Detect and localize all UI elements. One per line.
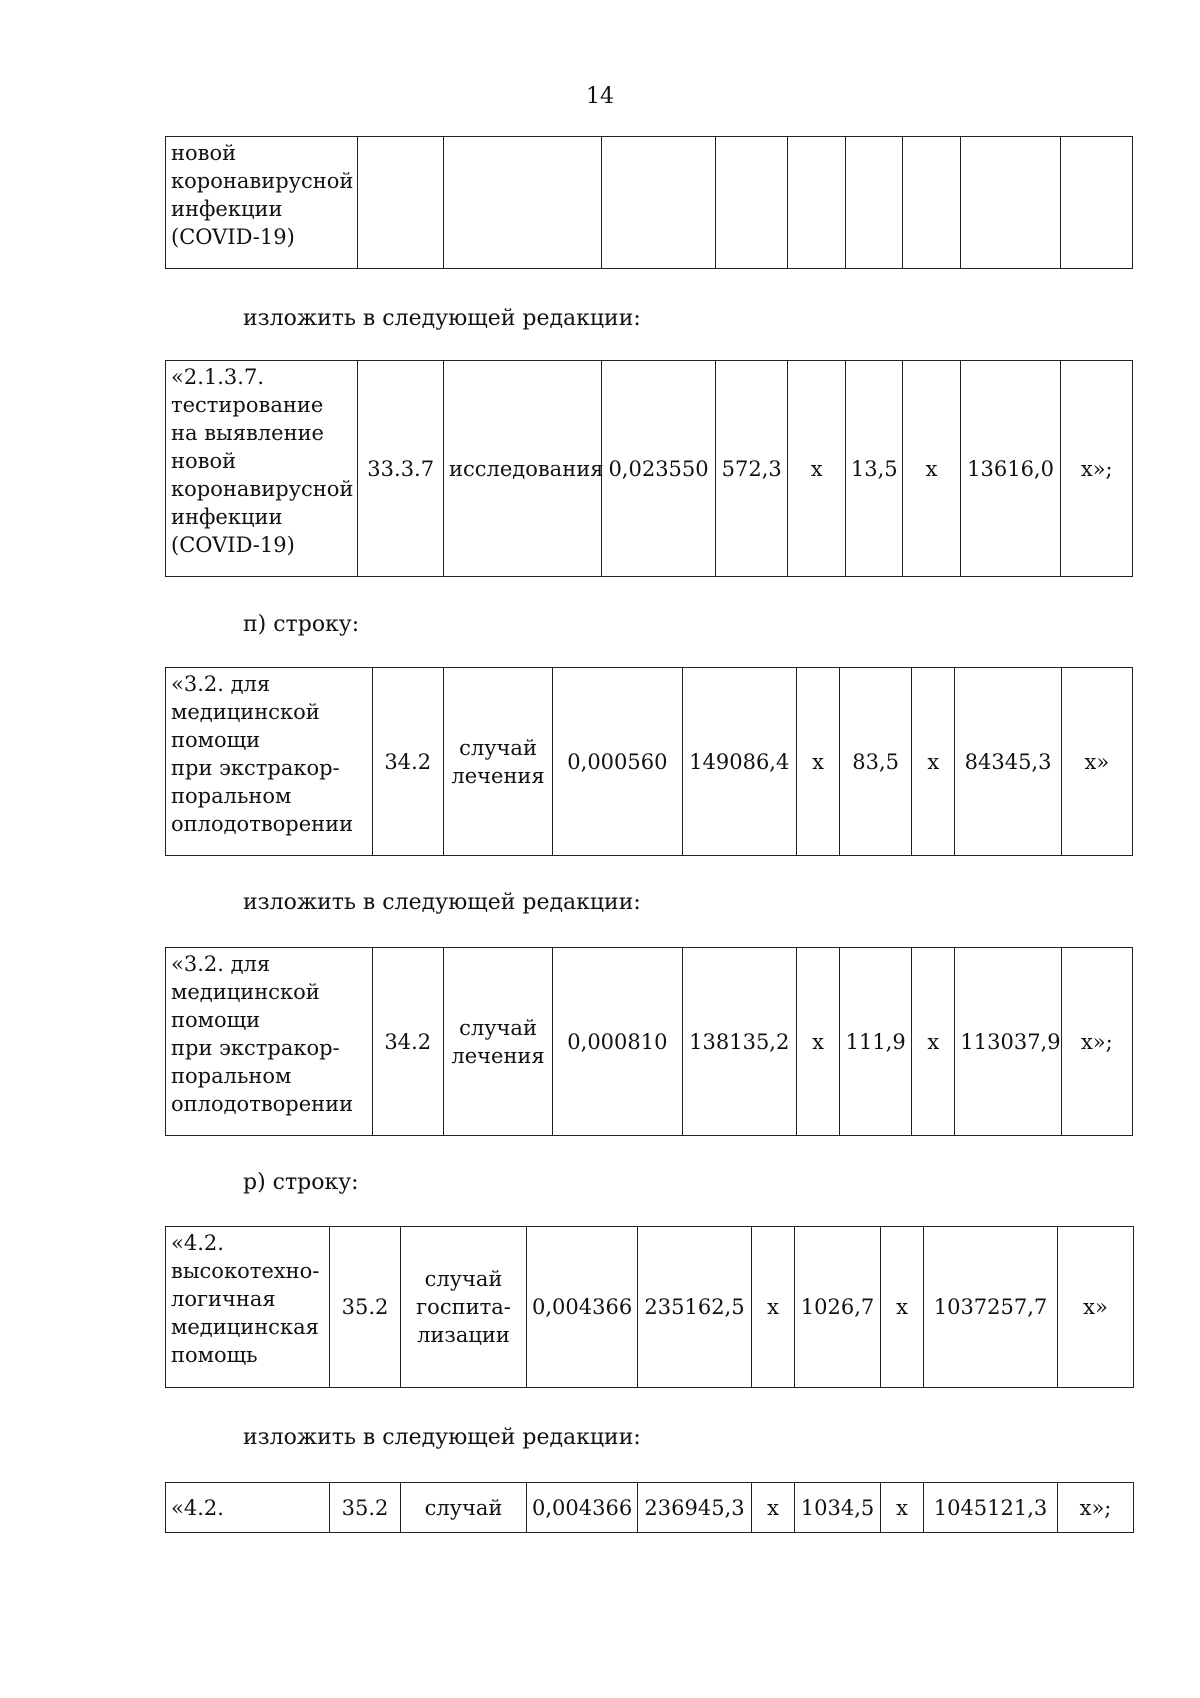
table-cell: х	[752, 1483, 795, 1533]
table-cell: случай госпита- лизации	[401, 1227, 527, 1388]
table-cell: 13616,0	[960, 361, 1061, 577]
table-cell: х	[912, 948, 955, 1136]
table-row-4-2-new	[165, 1482, 1134, 1533]
table-cell: х»;	[1058, 1483, 1134, 1533]
table-cell	[602, 137, 716, 269]
table-cell: 13,5	[845, 361, 902, 577]
table-cell: х»;	[1061, 948, 1132, 1136]
table-cell	[1061, 137, 1133, 269]
table-row	[166, 361, 1133, 577]
table-cell: 149086,4	[682, 668, 796, 856]
table-cell: «2.1.3.7. тестирование на выявление новой коронавирусной инфекции (COVID-19)	[166, 361, 358, 577]
table-cell: 0,000560	[553, 668, 682, 856]
table-cell: «4.2. высокотехно- логичная медицинская помощь	[166, 1227, 330, 1388]
table-cell: 0,000810	[553, 948, 682, 1136]
paragraph: п) строку:	[243, 612, 360, 637]
table-cell: х»	[1058, 1227, 1134, 1388]
table-cell: х	[881, 1483, 924, 1533]
table-cell: «4.2.	[166, 1483, 330, 1533]
table-cell	[715, 137, 788, 269]
table-cell: 0,023550	[602, 361, 716, 577]
table-cell: 1026,7	[795, 1227, 881, 1388]
table-row	[166, 668, 1133, 856]
table-cell: х»;	[1061, 361, 1133, 577]
table-cell: 111,9	[840, 948, 912, 1136]
table-cell: 84345,3	[955, 668, 1061, 856]
table-cell: 33.3.7	[358, 361, 444, 577]
paragraph: изложить в следующей редакции:	[243, 1425, 641, 1450]
table-cell: 0,004366	[527, 1483, 638, 1533]
table-cell: х»	[1061, 668, 1132, 856]
table-row-2-1-3-7	[165, 360, 1133, 577]
table-cell	[903, 137, 960, 269]
table-cell: случай лечения	[443, 668, 552, 856]
table-cell	[444, 137, 602, 269]
table-cell: 138135,2	[682, 948, 796, 1136]
table-cell: х	[796, 668, 839, 856]
table-cell: случай лечения	[443, 948, 552, 1136]
table-cell: 35.2	[330, 1227, 401, 1388]
paragraph: р) строку:	[243, 1170, 359, 1195]
table-cell: 1045121,3	[924, 1483, 1058, 1533]
table-cell: «3.2. для медицинской помощи при экстракор- поральном оплодотворении	[166, 948, 373, 1136]
table-cell: х	[903, 361, 960, 577]
table-cell: исследования	[444, 361, 602, 577]
table-cell	[358, 137, 444, 269]
table-cell: 83,5	[840, 668, 912, 856]
table-cell: «3.2. для медицинской помощи при экстракор- поральном оплодотворении	[166, 668, 373, 856]
table-cell: 572,3	[715, 361, 788, 577]
table-cell: новой коронавирусной инфекции (COVID-19)	[166, 137, 358, 269]
page-number: 14	[586, 84, 614, 109]
table-cell	[845, 137, 902, 269]
table-continuation	[165, 136, 1133, 269]
table-row-4-2-old	[165, 1226, 1134, 1388]
table-cell: 1034,5	[795, 1483, 881, 1533]
table-cell: 113037,9	[955, 948, 1061, 1136]
table-row-3-2-new	[165, 947, 1133, 1136]
table-cell: 0,004366	[527, 1227, 638, 1388]
table-cell	[960, 137, 1061, 269]
table-cell: х	[881, 1227, 924, 1388]
table-cell: х	[796, 948, 839, 1136]
table-cell: х	[912, 668, 955, 856]
table-cell: 34.2	[372, 948, 443, 1136]
table-cell: 1037257,7	[924, 1227, 1058, 1388]
table-row	[166, 1227, 1134, 1388]
table-cell: 236945,3	[638, 1483, 752, 1533]
table-cell: случай	[401, 1483, 527, 1533]
table-cell: х	[788, 361, 845, 577]
paragraph: изложить в следующей редакции:	[243, 306, 641, 331]
table-cell: 35.2	[330, 1483, 401, 1533]
paragraph: изложить в следующей редакции:	[243, 890, 641, 915]
table-row-3-2-old	[165, 667, 1133, 856]
table-cell: 235162,5	[638, 1227, 752, 1388]
table-cell: 34.2	[372, 668, 443, 856]
table-cell: х	[752, 1227, 795, 1388]
table-cell	[788, 137, 845, 269]
table-row	[166, 948, 1133, 1136]
table-row	[166, 137, 1133, 269]
table-row	[166, 1483, 1134, 1533]
